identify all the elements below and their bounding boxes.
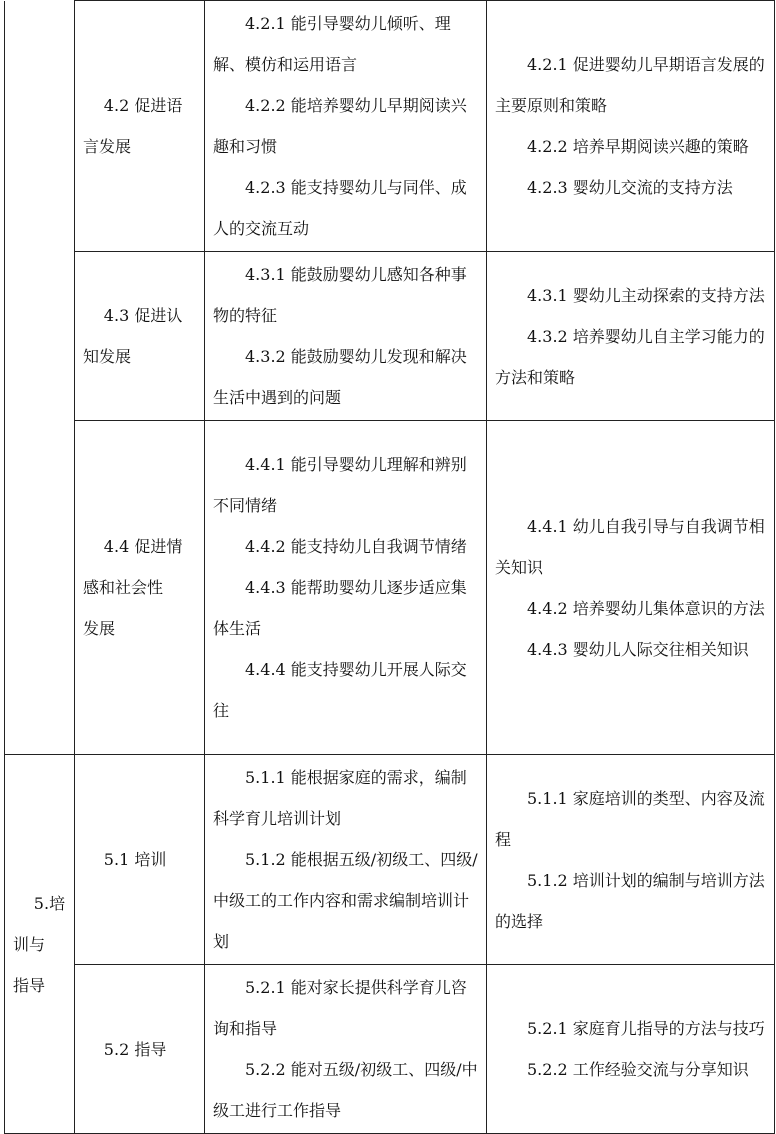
unit-label: 5.1 培训 xyxy=(103,850,167,869)
table-row xyxy=(5,421,775,755)
knowledge-item: 5.1.2 培训计划的编制与培训方法的选择 xyxy=(495,870,765,931)
table-row xyxy=(5,252,775,421)
knowledge-item: 5.1.1 家庭培训的类型、内容及流程 xyxy=(495,788,765,849)
skill-item: 4.4.2 能支持幼儿自我调节情绪 xyxy=(245,537,467,556)
skills-cell xyxy=(205,1,487,252)
unit-label: 感和社会性 xyxy=(83,578,164,597)
unit-cell xyxy=(75,421,205,755)
skill-item: 4.2.3 能支持婴幼儿与同伴、成人的交流互动 xyxy=(213,178,467,238)
unit-label: 4.4 促进情 xyxy=(103,537,183,556)
module-cell-5 xyxy=(5,755,75,1134)
knowledge-item: 4.2.2 培养早期阅读兴趣的策略 xyxy=(527,137,749,156)
skills-table xyxy=(4,0,775,1134)
skill-item: 4.4.1 能引导婴幼儿理解和辨别不同情绪 xyxy=(213,455,467,515)
skill-item: 5.2.1 能对家长提供科学育儿咨询和指导 xyxy=(213,978,467,1038)
knowledge-item: 4.4.2 培养婴幼儿集体意识的方法 xyxy=(527,598,765,618)
skill-item: 4.3.2 能鼓励婴幼儿发现和解决生活中遇到的问题 xyxy=(213,347,467,407)
knowledge-item: 4.3.2 培养婴幼儿自主学习能力的方法和策略 xyxy=(495,326,765,387)
knowledge-item: 4.4.3 婴幼儿人际交往相关知识 xyxy=(527,639,749,659)
knowledge-item: 4.4.1 幼儿自我引导与自我调节相关知识 xyxy=(495,516,765,577)
knowledge-item: 4.3.1 婴幼儿主动探索的支持方法 xyxy=(527,285,765,305)
skill-item: 4.3.1 能鼓励婴幼儿感知各种事物的特征 xyxy=(213,265,467,325)
skill-item: 4.2.1 能引导婴幼儿倾听、理解、模仿和运用语言 xyxy=(213,14,451,74)
skill-item: 5.1.2 能根据五级/初级工、四级/中级工的工作内容和需求编制培训计划 xyxy=(213,850,478,951)
module-label: 训与 xyxy=(13,934,46,954)
knowledge-cell xyxy=(487,755,775,965)
unit-label: 4.3 促进认 xyxy=(103,306,183,325)
knowledge-cell xyxy=(487,1,775,252)
skill-item: 4.4.4 能支持婴幼儿开展人际交往 xyxy=(213,660,467,720)
table-row xyxy=(5,965,775,1134)
skill-item: 4.2.2 能培养婴幼儿早期阅读兴趣和习惯 xyxy=(213,96,467,156)
skills-cell xyxy=(205,755,487,965)
knowledge-cell xyxy=(487,421,775,755)
module-label: 指导 xyxy=(13,975,46,995)
module-cell-4 xyxy=(5,1,75,755)
unit-cell xyxy=(75,755,205,965)
unit-cell xyxy=(75,965,205,1134)
unit-label: 5.2 指导 xyxy=(103,1039,167,1059)
unit-label: 言发展 xyxy=(83,137,132,156)
skill-item: 4.4.3 能帮助婴幼儿逐步适应集体生活 xyxy=(213,578,467,638)
skills-cell xyxy=(205,421,487,755)
table-row xyxy=(5,1,775,252)
skill-item: 5.1.1 能根据家庭的需求，编制科学育儿培训计划 xyxy=(213,768,467,828)
unit-cell xyxy=(75,1,205,252)
unit-label: 发展 xyxy=(83,619,116,638)
knowledge-item: 5.2.1 家庭育儿指导的方法与技巧 xyxy=(527,1019,765,1038)
knowledge-item: 4.2.1 促进婴幼儿早期语言发展的主要原则和策略 xyxy=(495,55,765,115)
skills-cell xyxy=(205,965,487,1134)
table-row xyxy=(5,755,775,965)
skills-cell xyxy=(205,252,487,421)
unit-label: 4.2 促进语 xyxy=(103,96,183,115)
knowledge-cell xyxy=(487,252,775,421)
knowledge-cell xyxy=(487,965,775,1134)
knowledge-item: 4.2.3 婴幼儿交流的支持方法 xyxy=(527,178,733,197)
knowledge-item: 5.2.2 工作经验交流与分享知识 xyxy=(527,1060,749,1079)
unit-cell xyxy=(75,252,205,421)
skill-item: 5.2.2 能对五级/初级工、四级/中级工进行工作指导 xyxy=(213,1060,478,1120)
unit-label: 知发展 xyxy=(83,347,132,366)
module-label: 5.培 xyxy=(33,893,66,913)
